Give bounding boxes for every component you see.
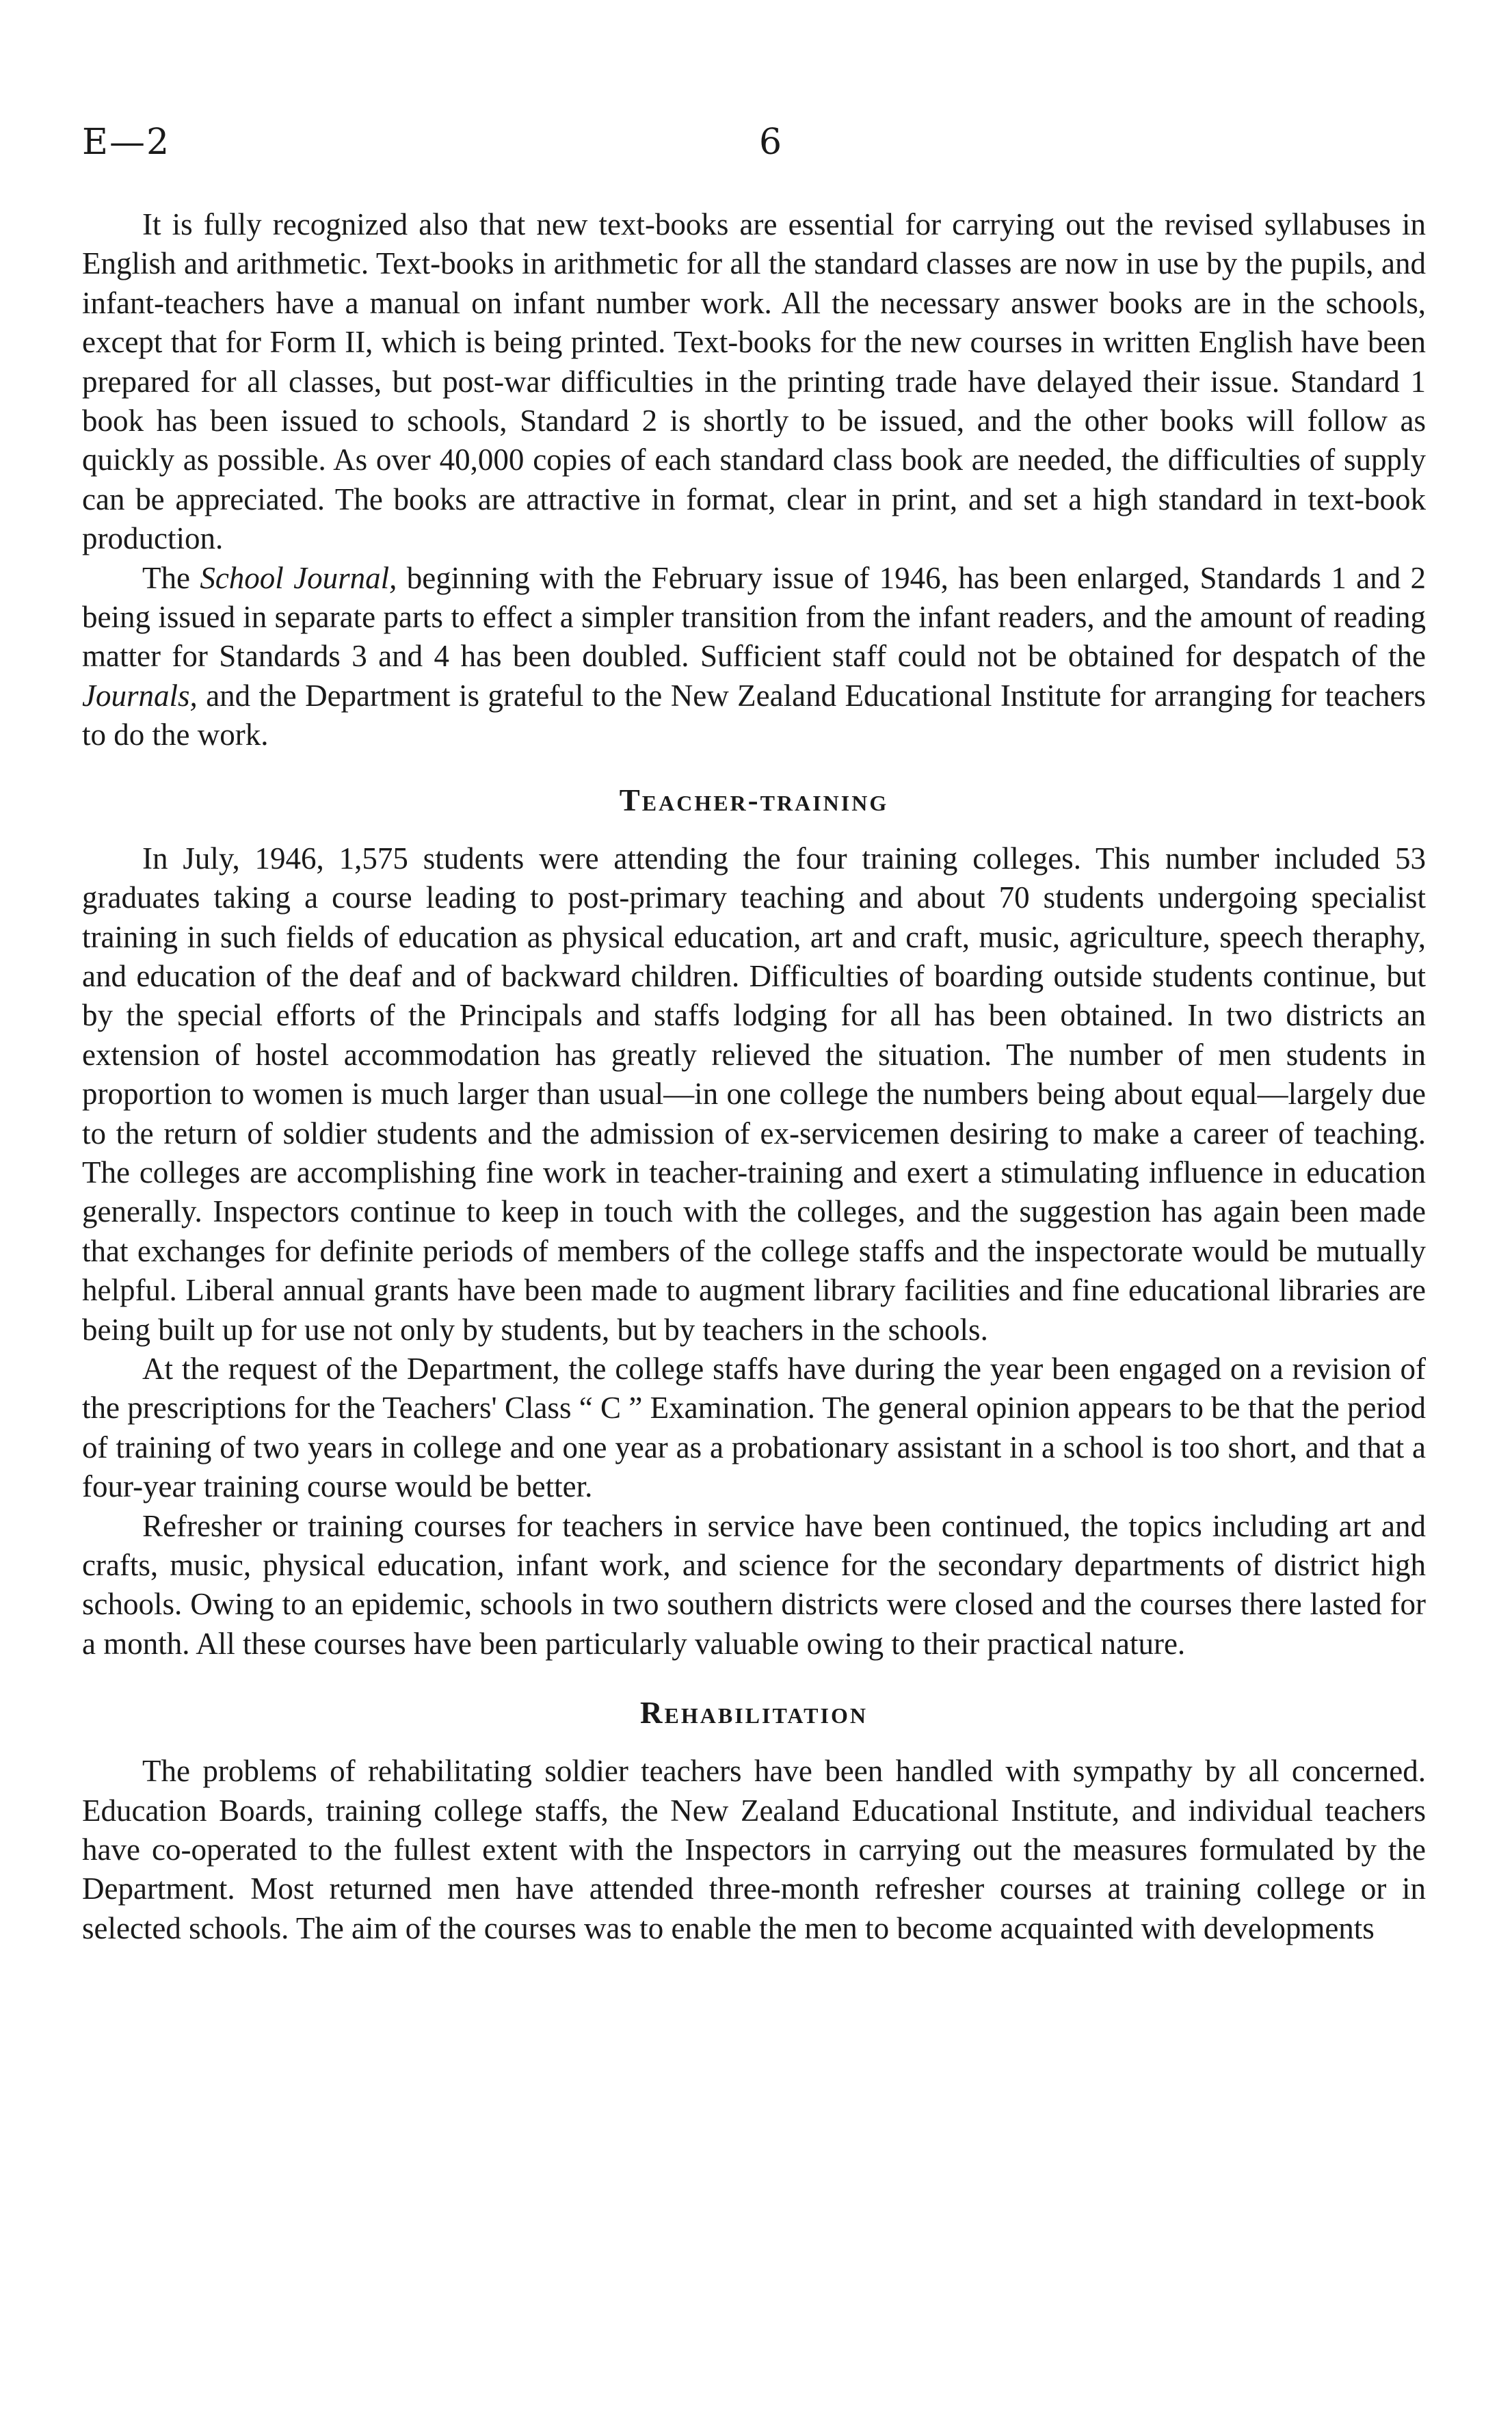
paragraph-textbooks: It is fully recognized also that new text-books are essential for carrying out the revised syllabuses in English and arithmetic. Text-books in arithmetic for all the standard classes are now in use by the pupils, and infant-teachers have a manual on infant number work. All the necessary answer books are in the schools, except that for Form II, which is being printed. Text-books for the new courses in written English have been prepared for all classes, but post-war difficulties in the printing trade have delayed their issue. Standard 1 book has been issued to schools, Standard 2 is shortly to be issued, and the other books will follow as quickly as possible. As over 40,000 copies of each standard class book are needed, the difficulties of supply can be appreciated. The books are attractive in format, clear in print, and set a high standard in text-book production. xyxy=(82,207,1426,556)
paragraph-class-c-examination: At the request of the Department, the college staffs have during the year been engaged on a revision of the prescriptions for the Teachers' Class “ C ” Examination. The general opinion appears to be that the period of training of two years in college and one year as a probationary assistant in a school is too short, and that a four-year training course would be better. xyxy=(82,1351,1426,1504)
school-journal-text-3: and the Department is grateful to the New Zealand Educational Institute for arranging for teachers to do the work. xyxy=(82,678,1426,752)
paragraph-training-colleges: In July, 1946, 1,575 students were attending the four training colleges. This number included 53 graduates taking a course leading to post-primary teaching and about 70 students undergoing specialist training in such fields of education as physical education, art and craft, music, agriculture, speech theraphy, and education of the deaf and of backward children. Difficulties of boarding outside students continue, but by the special efforts of the Principals and staffs lodging for all has been obtained. In two districts an extension of hostel accommodation has greatly relieved the situation. The number of men students in proportion to women is much larger than usual—in one college the numbers being about equal—largely due to the return of soldier students and the admission of ex-servicemen desiring to make a career of teaching. The colleges are accomplishing fine work in teacher-training and exert a stimulating influence in education generally. Inspectors continue to keep in touch with the colleges, and the suggestion has again been made that exchanges for definite periods of members of the college staffs and the inspectorate would be mutually helpful. Liberal annual grants have been made to augment library facilities and fine educational libraries are being built up for use not only by students, but by teachers in the schools. xyxy=(82,841,1426,1347)
document-reference: E—2 xyxy=(82,122,171,163)
page-number: 6 xyxy=(759,122,782,163)
school-journal-text-2: beginning with the February issue of 1946, has been enlarged, Standards 1 and 2 being issued in separate parts to effect a simpler transition from the infant readers, and the amount of reading matter for Standards 3 and 4 has been doubled. Sufficient staff could not be obtained for despatch of the xyxy=(82,560,1427,674)
heading-rehabilitation: Rehabilitation xyxy=(640,1696,868,1731)
paragraph-school-journal xyxy=(82,559,1426,755)
heading-teacher-training: Teacher-training xyxy=(619,783,889,817)
page-body xyxy=(82,205,1426,1948)
paragraph-rehabilitation: The problems of rehabilitating soldier teachers have been handled with sympathy by all concerned. Education Boards, training college staffs, the New Zealand Educational Institute, and individual teachers have co-operated to the fullest extent with the Inspectors in carrying out the measures formulated by the Department. Most returned men have attended three-month refresher courses at training college or in selected schools. The aim of the courses was to enable the men to become acquainted with developments xyxy=(82,1754,1426,1945)
page-header xyxy=(82,122,1426,176)
school-journal-title: School Journal, xyxy=(200,560,397,595)
journals-title: Journals, xyxy=(82,678,198,713)
paragraph-refresher-courses: Refresher or training courses for teachers in service have been continued, the topics including art and crafts, music, physical education, infant work, and science for the secondary departments of district high schools. Owing to an epidemic, schools in two southern districts were closed and the courses there lasted for a month. All these courses have been particularly valuable owing to their practical nature. xyxy=(82,1508,1426,1661)
school-journal-text-1: The xyxy=(142,560,200,595)
